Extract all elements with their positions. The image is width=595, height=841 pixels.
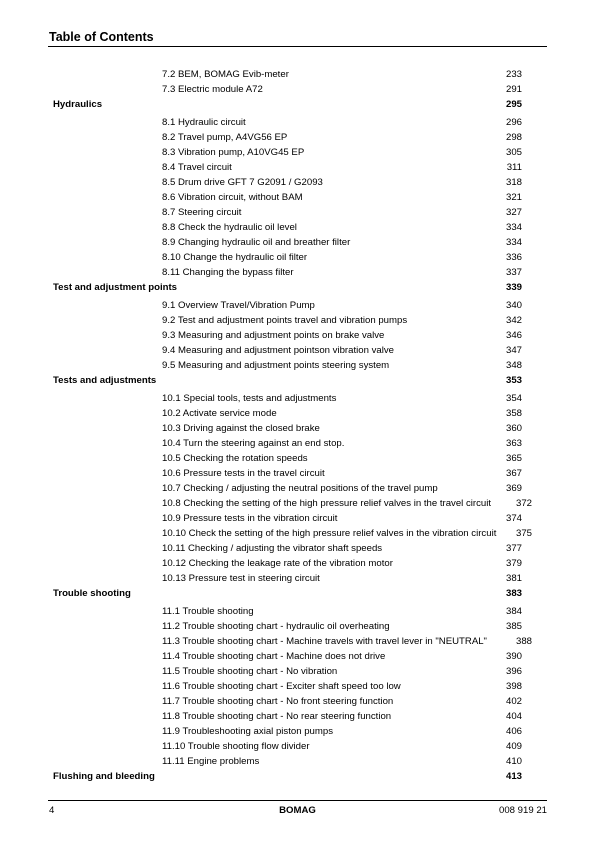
toc-entry-row[interactable]	[0, 679, 595, 694]
toc-entry-title: 10.13 Pressure test in steering circuit	[162, 573, 320, 584]
toc-entry-title: 11.7 Trouble shooting chart - No front steering function	[162, 696, 394, 707]
toc-entry-title: 10.1 Special tools, tests and adjustments	[162, 393, 337, 404]
toc-page-number: 311	[506, 162, 522, 173]
toc-entry-title: 9.2 Test and adjustment points travel and vibration pumps	[162, 315, 408, 326]
toc-entry-row[interactable]	[0, 160, 595, 175]
toc-entry-row[interactable]	[0, 754, 595, 769]
toc-entry-row[interactable]	[0, 436, 595, 451]
toc-page-number: 374	[505, 513, 522, 524]
table-of-contents	[0, 67, 595, 787]
toc-entry-title: 11.3 Trouble shooting chart - Machine travels with travel lever in "NEUTRAL"	[162, 636, 487, 647]
toc-entry-row[interactable]	[0, 421, 595, 436]
toc-page-number: 409	[505, 741, 522, 752]
toc-entry-row[interactable]	[0, 526, 595, 541]
toc-entry-title: 11.11 Engine problems	[162, 756, 260, 767]
toc-section-title: Trouble shooting	[53, 588, 131, 599]
toc-entry-title: 10.3 Driving against the closed brake	[162, 423, 320, 434]
toc-entry-title: 11.1 Trouble shooting	[162, 606, 254, 617]
toc-entry-title: 8.7 Steering circuit	[162, 207, 242, 218]
toc-page-number: 365	[505, 453, 522, 464]
toc-entry-row[interactable]	[0, 496, 595, 511]
toc-entry-row[interactable]	[0, 190, 595, 205]
toc-entry-title: 10.11 Checking / adjusting the vibrator shaft speeds	[162, 543, 383, 554]
toc-page-number: 379	[505, 558, 522, 569]
toc-page-number: 354	[505, 393, 522, 404]
toc-entry-title: 9.3 Measuring and adjustment points on brake valve	[162, 330, 385, 341]
toc-entry-row[interactable]	[0, 694, 595, 709]
toc-page-number: 318	[505, 177, 522, 188]
toc-entry-row[interactable]	[0, 220, 595, 235]
toc-page-number: 337	[505, 267, 522, 278]
toc-entry-row[interactable]	[0, 649, 595, 664]
toc-page-number: 347	[505, 345, 522, 356]
toc-entry-title: 8.5 Drum drive GFT 7 G2091 / G2093	[162, 177, 323, 188]
toc-page-number: 388	[515, 636, 532, 647]
toc-section-row[interactable]	[0, 586, 595, 601]
toc-entry-row[interactable]	[0, 604, 595, 619]
toc-entry-title: 10.7 Checking / adjusting the neutral positions of the travel pump	[162, 483, 438, 494]
toc-page-number: 358	[505, 408, 522, 419]
toc-entry-row[interactable]	[0, 358, 595, 373]
toc-entry-row[interactable]	[0, 115, 595, 130]
toc-entry-title: 7.3 Electric module A72	[162, 84, 263, 95]
toc-page-number: 372	[515, 498, 532, 509]
toc-entry-title: 8.6 Vibration circuit, without BAM	[162, 192, 303, 203]
toc-entry-row[interactable]	[0, 481, 595, 496]
footer-page-number: 4	[49, 805, 55, 816]
toc-entry-row[interactable]	[0, 619, 595, 634]
toc-page-number: 334	[505, 237, 522, 248]
toc-section-title: Tests and adjustments	[53, 375, 157, 386]
toc-entry-row[interactable]	[0, 556, 595, 571]
toc-entry-row[interactable]	[0, 67, 595, 82]
toc-entry-row[interactable]	[0, 466, 595, 481]
toc-page-number: 298	[505, 132, 522, 143]
toc-entry-title: 10.12 Checking the leakage rate of the vibration motor	[162, 558, 393, 569]
toc-section-title: Flushing and bleeding	[53, 771, 155, 782]
toc-section-title: Test and adjustment points	[53, 282, 178, 293]
toc-entry-title: 9.1 Overview Travel/Vibration Pump	[162, 300, 315, 311]
toc-section-row[interactable]	[0, 280, 595, 295]
toc-page-number: 295	[505, 99, 522, 110]
toc-entry-title: 11.10 Trouble shooting flow divider	[162, 741, 310, 752]
toc-entry-title: 8.3 Vibration pump, A10VG45 EP	[162, 147, 305, 158]
toc-page-number: 367	[505, 468, 522, 479]
toc-entry-title: 9.4 Measuring and adjustment pointson vibration valve	[162, 345, 394, 356]
toc-section-row[interactable]	[0, 769, 595, 784]
toc-page-number: 291	[505, 84, 522, 95]
toc-page-number: 334	[505, 222, 522, 233]
footer-doc-number: 008 919 21	[498, 805, 547, 816]
toc-entry-row[interactable]	[0, 709, 595, 724]
toc-entry-row[interactable]	[0, 313, 595, 328]
toc-entry-title: 7.2 BEM, BOMAG Evib-meter	[162, 69, 289, 80]
toc-page-number: 375	[515, 528, 532, 539]
toc-page-number: 377	[505, 543, 522, 554]
toc-entry-row[interactable]	[0, 724, 595, 739]
toc-entry-title: 10.2 Activate service mode	[162, 408, 277, 419]
toc-page-number: 321	[505, 192, 522, 203]
toc-page-number: 402	[505, 696, 522, 707]
toc-entry-title: 8.1 Hydraulic circuit	[162, 117, 246, 128]
toc-entry-title: 11.9 Troubleshooting axial piston pumps	[162, 726, 334, 737]
toc-entry-row[interactable]	[0, 739, 595, 754]
toc-entry-row[interactable]	[0, 343, 595, 358]
toc-page-number: 342	[505, 315, 522, 326]
toc-page-number: 406	[505, 726, 522, 737]
toc-page-number: 296	[505, 117, 522, 128]
toc-entry-title: 10.8 Checking the setting of the high pressure relief valves in the travel circuit	[162, 498, 492, 509]
toc-entry-title: 8.11 Changing the bypass filter	[162, 267, 294, 278]
toc-entry-title: 8.2 Travel pump, A4VG56 EP	[162, 132, 288, 143]
toc-page-number: 369	[505, 483, 522, 494]
toc-entry-row[interactable]	[0, 511, 595, 526]
toc-page-number: 398	[505, 681, 522, 692]
toc-entry-title: 11.6 Trouble shooting chart - Exciter shaft speed too low	[162, 681, 401, 692]
toc-page-number: 339	[505, 282, 522, 293]
toc-entry-row[interactable]	[0, 451, 595, 466]
toc-page-number: 381	[505, 573, 522, 584]
toc-entry-row[interactable]	[0, 328, 595, 343]
toc-page-number: 404	[505, 711, 522, 722]
footer-rule	[48, 800, 547, 801]
toc-page-number: 353	[505, 375, 522, 386]
toc-entry-title: 11.2 Trouble shooting chart - hydraulic oil overheating	[162, 621, 390, 632]
toc-entry-title: 8.4 Travel circuit	[162, 162, 232, 173]
toc-page-number: 340	[505, 300, 522, 311]
toc-page-number: 385	[505, 621, 522, 632]
toc-page-number: 327	[505, 207, 522, 218]
toc-page-number: 383	[505, 588, 522, 599]
toc-entry-row[interactable]	[0, 250, 595, 265]
toc-page-number: 363	[505, 438, 522, 449]
toc-page-number: 348	[505, 360, 522, 371]
toc-entry-title: 8.9 Changing hydraulic oil and breather filter	[162, 237, 351, 248]
toc-page-number: 390	[505, 651, 522, 662]
toc-entry-title: 10.6 Pressure tests in the travel circuit	[162, 468, 325, 479]
toc-entry-title: 10.5 Checking the rotation speeds	[162, 453, 308, 464]
toc-section-row[interactable]	[0, 373, 595, 388]
toc-section-row[interactable]	[0, 97, 595, 112]
toc-entry-row[interactable]	[0, 175, 595, 190]
toc-entry-row[interactable]	[0, 235, 595, 250]
toc-section-title: Hydraulics	[53, 99, 103, 110]
toc-entry-row[interactable]	[0, 205, 595, 220]
toc-entry-title: 9.5 Measuring and adjustment points steering system	[162, 360, 390, 371]
toc-entry-title: 11.5 Trouble shooting chart - No vibration	[162, 666, 338, 677]
toc-entry-row[interactable]	[0, 406, 595, 421]
toc-entry-row[interactable]	[0, 571, 595, 586]
toc-page-number: 410	[505, 756, 522, 767]
toc-entry-row[interactable]	[0, 298, 595, 313]
header-rule	[48, 46, 547, 47]
toc-page-number: 384	[505, 606, 522, 617]
toc-entry-row[interactable]	[0, 391, 595, 406]
page-title: Table of Contents	[49, 30, 154, 44]
toc-entry-title: 11.8 Trouble shooting chart - No rear steering function	[162, 711, 392, 722]
toc-entry-title: 10.10 Check the setting of the high pressure relief valves in the vibration circuit	[162, 528, 497, 539]
toc-entry-title: 10.4 Turn the steering against an end stop.	[162, 438, 345, 449]
footer-brand: BOMAG	[279, 805, 316, 816]
toc-page-number: 396	[505, 666, 522, 677]
toc-entry-row[interactable]	[0, 145, 595, 160]
toc-page-number: 360	[505, 423, 522, 434]
toc-page-number: 305	[505, 147, 522, 158]
toc-entry-title: 10.9 Pressure tests in the vibration circuit	[162, 513, 338, 524]
toc-entry-title: 8.8 Check the hydraulic oil level	[162, 222, 297, 233]
toc-entry-row[interactable]	[0, 541, 595, 556]
toc-entry-row[interactable]	[0, 130, 595, 145]
toc-entry-row[interactable]	[0, 664, 595, 679]
toc-entry-title: 8.10 Change the hydraulic oil filter	[162, 252, 308, 263]
toc-page-number: 233	[505, 69, 522, 80]
toc-page-number: 413	[505, 771, 522, 782]
toc-entry-row[interactable]	[0, 265, 595, 280]
toc-entry-title: 11.4 Trouble shooting chart - Machine does not drive	[162, 651, 386, 662]
toc-page-number: 336	[505, 252, 522, 263]
toc-page-number: 346	[505, 330, 522, 341]
toc-entry-row[interactable]	[0, 82, 595, 97]
toc-entry-row[interactable]	[0, 634, 595, 649]
